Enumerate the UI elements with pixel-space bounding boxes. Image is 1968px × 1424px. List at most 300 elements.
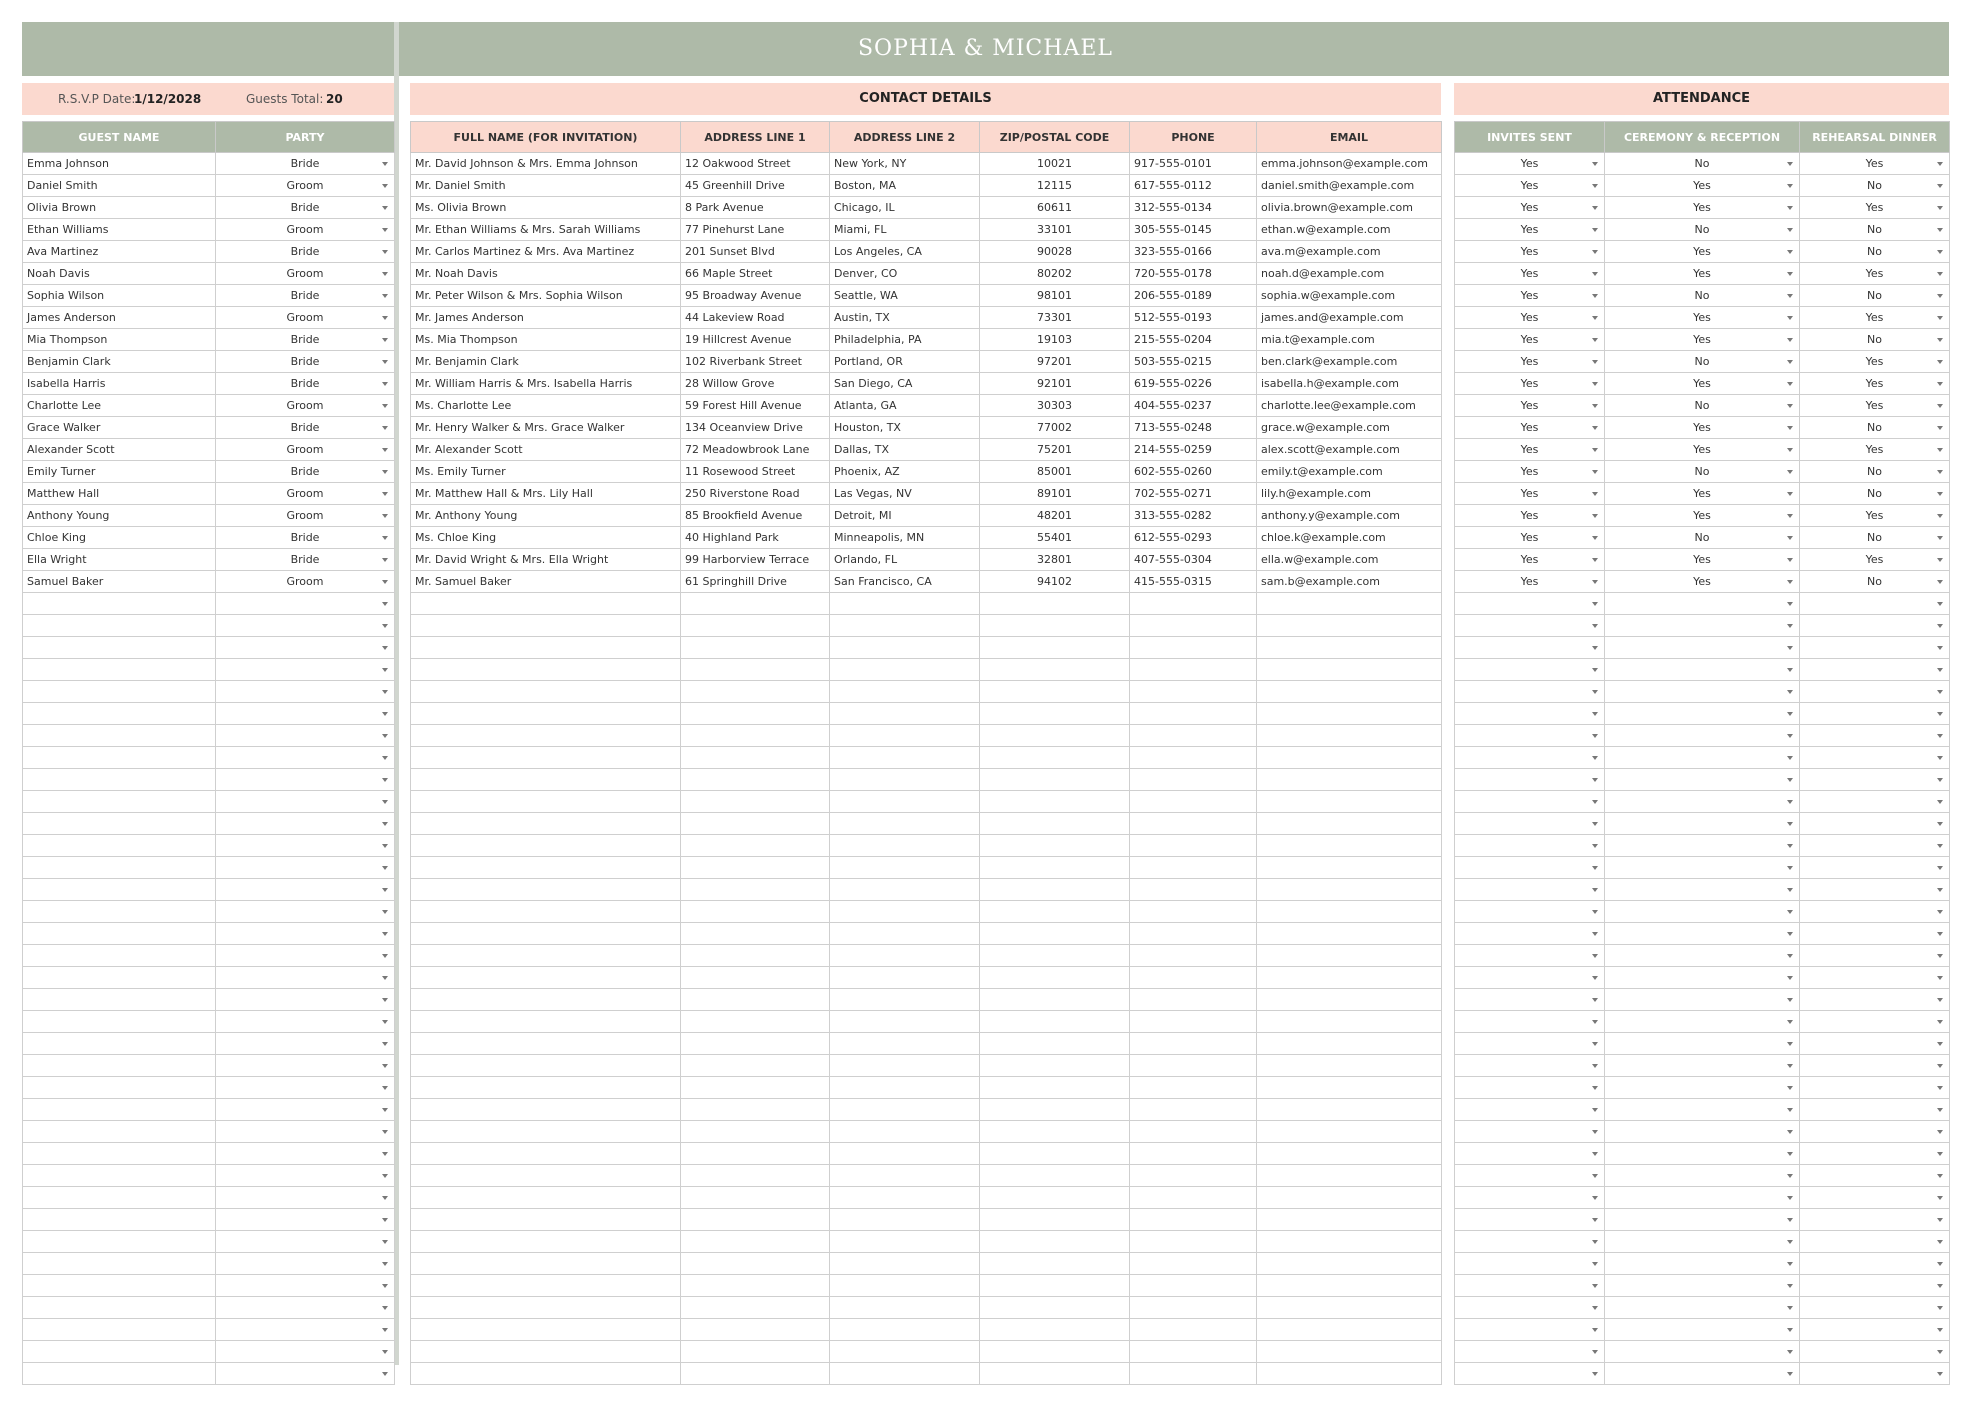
rehearsal-dropdown[interactable] <box>1800 197 1950 219</box>
ceremony-dropdown[interactable] <box>1605 285 1800 307</box>
chevron-down-icon[interactable] <box>1787 866 1793 870</box>
address-line-2-cell[interactable] <box>830 329 980 351</box>
chevron-down-icon[interactable] <box>1787 954 1793 958</box>
chevron-down-icon[interactable] <box>1787 1218 1793 1222</box>
guest-name-cell[interactable] <box>23 967 216 989</box>
chevron-down-icon[interactable] <box>382 602 388 606</box>
chevron-down-icon[interactable] <box>1592 272 1598 276</box>
guest-name-cell[interactable] <box>23 923 216 945</box>
chevron-down-icon[interactable] <box>382 756 388 760</box>
zip-cell[interactable] <box>980 417 1130 439</box>
chevron-down-icon[interactable] <box>1787 910 1793 914</box>
email-cell[interactable] <box>1257 175 1442 197</box>
rehearsal-dropdown[interactable] <box>1800 527 1950 549</box>
party-dropdown[interactable] <box>216 175 395 197</box>
email-cell[interactable] <box>1257 659 1442 681</box>
ceremony-dropdown[interactable] <box>1605 439 1800 461</box>
chevron-down-icon[interactable] <box>382 646 388 650</box>
party-dropdown[interactable] <box>216 219 395 241</box>
rehearsal-dropdown[interactable] <box>1800 1099 1950 1121</box>
chevron-down-icon[interactable] <box>1592 1196 1598 1200</box>
full-name-cell[interactable] <box>411 1363 681 1385</box>
invites-sent-dropdown[interactable] <box>1455 813 1605 835</box>
address-line-2-cell[interactable] <box>830 1187 980 1209</box>
chevron-down-icon[interactable] <box>1937 866 1943 870</box>
rehearsal-dropdown[interactable] <box>1800 285 1950 307</box>
ceremony-dropdown[interactable] <box>1605 813 1800 835</box>
zip-cell[interactable] <box>980 175 1130 197</box>
guest-name-cell[interactable] <box>23 241 216 263</box>
rehearsal-dropdown[interactable] <box>1800 747 1950 769</box>
phone-cell[interactable] <box>1130 1297 1257 1319</box>
phone-cell[interactable] <box>1130 461 1257 483</box>
email-cell[interactable] <box>1257 1099 1442 1121</box>
chevron-down-icon[interactable] <box>1787 800 1793 804</box>
rehearsal-dropdown[interactable] <box>1800 153 1950 175</box>
invites-sent-dropdown[interactable] <box>1455 197 1605 219</box>
chevron-down-icon[interactable] <box>1787 162 1793 166</box>
ceremony-dropdown[interactable] <box>1605 1011 1800 1033</box>
rehearsal-dropdown[interactable] <box>1800 241 1950 263</box>
invites-sent-dropdown[interactable] <box>1455 923 1605 945</box>
chevron-down-icon[interactable] <box>382 822 388 826</box>
address-line-1-cell[interactable] <box>681 461 830 483</box>
full-name-cell[interactable] <box>411 637 681 659</box>
party-dropdown[interactable] <box>216 813 395 835</box>
address-line-1-cell[interactable] <box>681 615 830 637</box>
chevron-down-icon[interactable] <box>382 888 388 892</box>
chevron-down-icon[interactable] <box>1937 712 1943 716</box>
party-dropdown[interactable] <box>216 461 395 483</box>
rehearsal-dropdown[interactable] <box>1800 791 1950 813</box>
zip-cell[interactable] <box>980 769 1130 791</box>
zip-cell[interactable] <box>980 549 1130 571</box>
phone-cell[interactable] <box>1130 395 1257 417</box>
full-name-cell[interactable] <box>411 1275 681 1297</box>
address-line-2-cell[interactable] <box>830 241 980 263</box>
chevron-down-icon[interactable] <box>1787 1108 1793 1112</box>
chevron-down-icon[interactable] <box>1592 1064 1598 1068</box>
party-dropdown[interactable] <box>216 725 395 747</box>
address-line-1-cell[interactable] <box>681 901 830 923</box>
phone-cell[interactable] <box>1130 637 1257 659</box>
address-line-2-cell[interactable] <box>830 1165 980 1187</box>
chevron-down-icon[interactable] <box>1937 602 1943 606</box>
address-line-2-cell[interactable] <box>830 945 980 967</box>
party-dropdown[interactable] <box>216 857 395 879</box>
guest-name-cell[interactable] <box>23 351 216 373</box>
chevron-down-icon[interactable] <box>382 316 388 320</box>
chevron-down-icon[interactable] <box>1787 1174 1793 1178</box>
column-header-email[interactable]: EMAIL <box>1257 122 1442 153</box>
ceremony-dropdown[interactable] <box>1605 637 1800 659</box>
chevron-down-icon[interactable] <box>382 250 388 254</box>
chevron-down-icon[interactable] <box>1787 1350 1793 1354</box>
phone-cell[interactable] <box>1130 241 1257 263</box>
ceremony-dropdown[interactable] <box>1605 769 1800 791</box>
invites-sent-dropdown[interactable] <box>1455 1165 1605 1187</box>
chevron-down-icon[interactable] <box>1937 162 1943 166</box>
phone-cell[interactable] <box>1130 703 1257 725</box>
address-line-2-cell[interactable] <box>830 1319 980 1341</box>
column-header-invites-sent[interactable]: INVITES SENT <box>1455 122 1605 153</box>
email-cell[interactable] <box>1257 1231 1442 1253</box>
ceremony-dropdown[interactable] <box>1605 989 1800 1011</box>
address-line-1-cell[interactable] <box>681 1033 830 1055</box>
ceremony-dropdown[interactable] <box>1605 1363 1800 1385</box>
email-cell[interactable] <box>1257 527 1442 549</box>
guest-name-cell[interactable] <box>23 505 216 527</box>
invites-sent-dropdown[interactable] <box>1455 351 1605 373</box>
zip-cell[interactable] <box>980 989 1130 1011</box>
phone-cell[interactable] <box>1130 1011 1257 1033</box>
ceremony-dropdown[interactable] <box>1605 307 1800 329</box>
chevron-down-icon[interactable] <box>1592 1306 1598 1310</box>
address-line-2-cell[interactable] <box>830 703 980 725</box>
email-cell[interactable] <box>1257 791 1442 813</box>
full-name-cell[interactable] <box>411 1033 681 1055</box>
rehearsal-dropdown[interactable] <box>1800 373 1950 395</box>
rehearsal-dropdown[interactable] <box>1800 703 1950 725</box>
chevron-down-icon[interactable] <box>1937 514 1943 518</box>
chevron-down-icon[interactable] <box>1592 404 1598 408</box>
chevron-down-icon[interactable] <box>1937 492 1943 496</box>
chevron-down-icon[interactable] <box>1592 844 1598 848</box>
address-line-1-cell[interactable] <box>681 351 830 373</box>
party-dropdown[interactable] <box>216 1297 395 1319</box>
invites-sent-dropdown[interactable] <box>1455 1099 1605 1121</box>
rehearsal-dropdown[interactable] <box>1800 615 1950 637</box>
address-line-2-cell[interactable] <box>830 417 980 439</box>
chevron-down-icon[interactable] <box>1592 448 1598 452</box>
chevron-down-icon[interactable] <box>1592 690 1598 694</box>
chevron-down-icon[interactable] <box>1937 1152 1943 1156</box>
zip-cell[interactable] <box>980 1165 1130 1187</box>
address-line-2-cell[interactable] <box>830 483 980 505</box>
address-line-1-cell[interactable] <box>681 923 830 945</box>
chevron-down-icon[interactable] <box>1937 1218 1943 1222</box>
chevron-down-icon[interactable] <box>1937 690 1943 694</box>
party-dropdown[interactable] <box>216 1033 395 1055</box>
invites-sent-dropdown[interactable] <box>1455 1341 1605 1363</box>
address-line-2-cell[interactable] <box>830 1341 980 1363</box>
invites-sent-dropdown[interactable] <box>1455 1121 1605 1143</box>
ceremony-dropdown[interactable] <box>1605 1319 1800 1341</box>
ceremony-dropdown[interactable] <box>1605 153 1800 175</box>
email-cell[interactable] <box>1257 571 1442 593</box>
chevron-down-icon[interactable] <box>1937 448 1943 452</box>
phone-cell[interactable] <box>1130 1033 1257 1055</box>
guest-name-cell[interactable] <box>23 1033 216 1055</box>
chevron-down-icon[interactable] <box>1787 734 1793 738</box>
phone-cell[interactable] <box>1130 285 1257 307</box>
rehearsal-dropdown[interactable] <box>1800 593 1950 615</box>
ceremony-dropdown[interactable] <box>1605 791 1800 813</box>
invites-sent-dropdown[interactable] <box>1455 373 1605 395</box>
chevron-down-icon[interactable] <box>382 998 388 1002</box>
chevron-down-icon[interactable] <box>382 712 388 716</box>
chevron-down-icon[interactable] <box>1592 492 1598 496</box>
rehearsal-dropdown[interactable] <box>1800 857 1950 879</box>
chevron-down-icon[interactable] <box>382 778 388 782</box>
party-dropdown[interactable] <box>216 637 395 659</box>
address-line-1-cell[interactable] <box>681 879 830 901</box>
chevron-down-icon[interactable] <box>1592 822 1598 826</box>
chevron-down-icon[interactable] <box>382 844 388 848</box>
full-name-cell[interactable] <box>411 923 681 945</box>
guest-name-cell[interactable] <box>23 1099 216 1121</box>
phone-cell[interactable] <box>1130 593 1257 615</box>
full-name-cell[interactable] <box>411 197 681 219</box>
email-cell[interactable] <box>1257 395 1442 417</box>
chevron-down-icon[interactable] <box>382 800 388 804</box>
chevron-down-icon[interactable] <box>382 1218 388 1222</box>
guest-name-cell[interactable] <box>23 549 216 571</box>
guest-name-cell[interactable] <box>23 483 216 505</box>
rehearsal-dropdown[interactable] <box>1800 505 1950 527</box>
email-cell[interactable] <box>1257 263 1442 285</box>
ceremony-dropdown[interactable] <box>1605 945 1800 967</box>
address-line-2-cell[interactable] <box>830 681 980 703</box>
party-dropdown[interactable] <box>216 153 395 175</box>
phone-cell[interactable] <box>1130 747 1257 769</box>
chevron-down-icon[interactable] <box>1787 888 1793 892</box>
chevron-down-icon[interactable] <box>1937 184 1943 188</box>
zip-cell[interactable] <box>980 791 1130 813</box>
guest-name-cell[interactable] <box>23 681 216 703</box>
chevron-down-icon[interactable] <box>382 1240 388 1244</box>
ceremony-dropdown[interactable] <box>1605 967 1800 989</box>
guest-name-cell[interactable] <box>23 703 216 725</box>
chevron-down-icon[interactable] <box>1787 1328 1793 1332</box>
rehearsal-dropdown[interactable] <box>1800 351 1950 373</box>
address-line-1-cell[interactable] <box>681 1275 830 1297</box>
ceremony-dropdown[interactable] <box>1605 1209 1800 1231</box>
full-name-cell[interactable] <box>411 1253 681 1275</box>
address-line-2-cell[interactable] <box>830 1121 980 1143</box>
phone-cell[interactable] <box>1130 659 1257 681</box>
party-dropdown[interactable] <box>216 923 395 945</box>
chevron-down-icon[interactable] <box>1787 998 1793 1002</box>
rehearsal-dropdown[interactable] <box>1800 1121 1950 1143</box>
address-line-1-cell[interactable] <box>681 1253 830 1275</box>
chevron-down-icon[interactable] <box>1787 184 1793 188</box>
zip-cell[interactable] <box>980 593 1130 615</box>
email-cell[interactable] <box>1257 637 1442 659</box>
party-dropdown[interactable] <box>216 505 395 527</box>
guest-name-cell[interactable] <box>23 659 216 681</box>
address-line-1-cell[interactable] <box>681 307 830 329</box>
email-cell[interactable] <box>1257 615 1442 637</box>
chevron-down-icon[interactable] <box>1937 360 1943 364</box>
email-cell[interactable] <box>1257 219 1442 241</box>
ceremony-dropdown[interactable] <box>1605 923 1800 945</box>
address-line-2-cell[interactable] <box>830 659 980 681</box>
rehearsal-dropdown[interactable] <box>1800 879 1950 901</box>
chevron-down-icon[interactable] <box>1787 272 1793 276</box>
email-cell[interactable] <box>1257 1253 1442 1275</box>
address-line-1-cell[interactable] <box>681 1077 830 1099</box>
address-line-1-cell[interactable] <box>681 967 830 989</box>
full-name-cell[interactable] <box>411 175 681 197</box>
ceremony-dropdown[interactable] <box>1605 615 1800 637</box>
party-dropdown[interactable] <box>216 1011 395 1033</box>
phone-cell[interactable] <box>1130 725 1257 747</box>
rehearsal-dropdown[interactable] <box>1800 637 1950 659</box>
address-line-2-cell[interactable] <box>830 813 980 835</box>
chevron-down-icon[interactable] <box>1592 888 1598 892</box>
chevron-down-icon[interactable] <box>1937 624 1943 628</box>
chevron-down-icon[interactable] <box>1937 536 1943 540</box>
zip-cell[interactable] <box>980 747 1130 769</box>
guest-name-cell[interactable] <box>23 1341 216 1363</box>
address-line-1-cell[interactable] <box>681 373 830 395</box>
chevron-down-icon[interactable] <box>1592 712 1598 716</box>
guest-name-cell[interactable] <box>23 901 216 923</box>
chevron-down-icon[interactable] <box>1787 470 1793 474</box>
ceremony-dropdown[interactable] <box>1605 417 1800 439</box>
invites-sent-dropdown[interactable] <box>1455 1231 1605 1253</box>
chevron-down-icon[interactable] <box>1937 1284 1943 1288</box>
full-name-cell[interactable] <box>411 703 681 725</box>
chevron-down-icon[interactable] <box>382 668 388 672</box>
email-cell[interactable] <box>1257 1187 1442 1209</box>
chevron-down-icon[interactable] <box>382 514 388 518</box>
ceremony-dropdown[interactable] <box>1605 1121 1800 1143</box>
email-cell[interactable] <box>1257 197 1442 219</box>
chevron-down-icon[interactable] <box>382 976 388 980</box>
invites-sent-dropdown[interactable] <box>1455 1011 1605 1033</box>
email-cell[interactable] <box>1257 1319 1442 1341</box>
email-cell[interactable] <box>1257 725 1442 747</box>
zip-cell[interactable] <box>980 725 1130 747</box>
zip-cell[interactable] <box>980 1319 1130 1341</box>
chevron-down-icon[interactable] <box>1592 954 1598 958</box>
ceremony-dropdown[interactable] <box>1605 175 1800 197</box>
guest-name-cell[interactable] <box>23 1275 216 1297</box>
email-cell[interactable] <box>1257 813 1442 835</box>
invites-sent-dropdown[interactable] <box>1455 791 1605 813</box>
chevron-down-icon[interactable] <box>1592 1284 1598 1288</box>
chevron-down-icon[interactable] <box>1592 866 1598 870</box>
address-line-2-cell[interactable] <box>830 571 980 593</box>
address-line-2-cell[interactable] <box>830 901 980 923</box>
email-cell[interactable] <box>1257 285 1442 307</box>
rehearsal-dropdown[interactable] <box>1800 1341 1950 1363</box>
party-dropdown[interactable] <box>216 241 395 263</box>
chevron-down-icon[interactable] <box>1937 1372 1943 1376</box>
address-line-1-cell[interactable] <box>681 549 830 571</box>
email-cell[interactable] <box>1257 923 1442 945</box>
zip-cell[interactable] <box>980 1209 1130 1231</box>
party-dropdown[interactable] <box>216 879 395 901</box>
zip-cell[interactable] <box>980 219 1130 241</box>
full-name-cell[interactable] <box>411 1011 681 1033</box>
phone-cell[interactable] <box>1130 373 1257 395</box>
zip-cell[interactable] <box>980 1055 1130 1077</box>
rehearsal-dropdown[interactable] <box>1800 1363 1950 1385</box>
address-line-1-cell[interactable] <box>681 1341 830 1363</box>
chevron-down-icon[interactable] <box>1937 316 1943 320</box>
ceremony-dropdown[interactable] <box>1605 461 1800 483</box>
ceremony-dropdown[interactable] <box>1605 241 1800 263</box>
ceremony-dropdown[interactable] <box>1605 1077 1800 1099</box>
full-name-cell[interactable] <box>411 1121 681 1143</box>
guest-name-cell[interactable] <box>23 307 216 329</box>
guest-name-cell[interactable] <box>23 219 216 241</box>
party-dropdown[interactable] <box>216 1055 395 1077</box>
invites-sent-dropdown[interactable] <box>1455 769 1605 791</box>
address-line-2-cell[interactable] <box>830 1253 980 1275</box>
full-name-cell[interactable] <box>411 527 681 549</box>
chevron-down-icon[interactable] <box>1937 206 1943 210</box>
phone-cell[interactable] <box>1130 1231 1257 1253</box>
chevron-down-icon[interactable] <box>1787 492 1793 496</box>
ceremony-dropdown[interactable] <box>1605 527 1800 549</box>
ceremony-dropdown[interactable] <box>1605 1099 1800 1121</box>
chevron-down-icon[interactable] <box>1592 1372 1598 1376</box>
party-dropdown[interactable] <box>216 615 395 637</box>
chevron-down-icon[interactable] <box>1787 602 1793 606</box>
chevron-down-icon[interactable] <box>1937 1350 1943 1354</box>
party-dropdown[interactable] <box>216 1319 395 1341</box>
phone-cell[interactable] <box>1130 813 1257 835</box>
guest-name-cell[interactable] <box>23 813 216 835</box>
chevron-down-icon[interactable] <box>1592 580 1598 584</box>
rehearsal-dropdown[interactable] <box>1800 395 1950 417</box>
email-cell[interactable] <box>1257 967 1442 989</box>
full-name-cell[interactable] <box>411 417 681 439</box>
full-name-cell[interactable] <box>411 461 681 483</box>
chevron-down-icon[interactable] <box>1937 470 1943 474</box>
address-line-1-cell[interactable] <box>681 1011 830 1033</box>
invites-sent-dropdown[interactable] <box>1455 1187 1605 1209</box>
address-line-1-cell[interactable] <box>681 747 830 769</box>
chevron-down-icon[interactable] <box>1787 382 1793 386</box>
chevron-down-icon[interactable] <box>1592 778 1598 782</box>
chevron-down-icon[interactable] <box>382 954 388 958</box>
guest-name-cell[interactable] <box>23 835 216 857</box>
email-cell[interactable] <box>1257 945 1442 967</box>
address-line-1-cell[interactable] <box>681 769 830 791</box>
zip-cell[interactable] <box>980 857 1130 879</box>
party-dropdown[interactable] <box>216 373 395 395</box>
column-header-phone[interactable]: PHONE <box>1130 122 1257 153</box>
invites-sent-dropdown[interactable] <box>1455 505 1605 527</box>
zip-cell[interactable] <box>980 153 1130 175</box>
guest-name-cell[interactable] <box>23 1253 216 1275</box>
party-dropdown[interactable] <box>216 791 395 813</box>
email-cell[interactable] <box>1257 307 1442 329</box>
chevron-down-icon[interactable] <box>1937 1328 1943 1332</box>
chevron-down-icon[interactable] <box>382 294 388 298</box>
phone-cell[interactable] <box>1130 483 1257 505</box>
guest-name-cell[interactable] <box>23 1055 216 1077</box>
full-name-cell[interactable] <box>411 813 681 835</box>
phone-cell[interactable] <box>1130 307 1257 329</box>
guest-name-cell[interactable] <box>23 285 216 307</box>
party-dropdown[interactable] <box>216 835 395 857</box>
invites-sent-dropdown[interactable] <box>1455 945 1605 967</box>
rehearsal-dropdown[interactable] <box>1800 175 1950 197</box>
chevron-down-icon[interactable] <box>1937 910 1943 914</box>
phone-cell[interactable] <box>1130 197 1257 219</box>
chevron-down-icon[interactable] <box>1592 514 1598 518</box>
chevron-down-icon[interactable] <box>1937 668 1943 672</box>
chevron-down-icon[interactable] <box>1937 888 1943 892</box>
chevron-down-icon[interactable] <box>1787 1086 1793 1090</box>
address-line-1-cell[interactable] <box>681 593 830 615</box>
